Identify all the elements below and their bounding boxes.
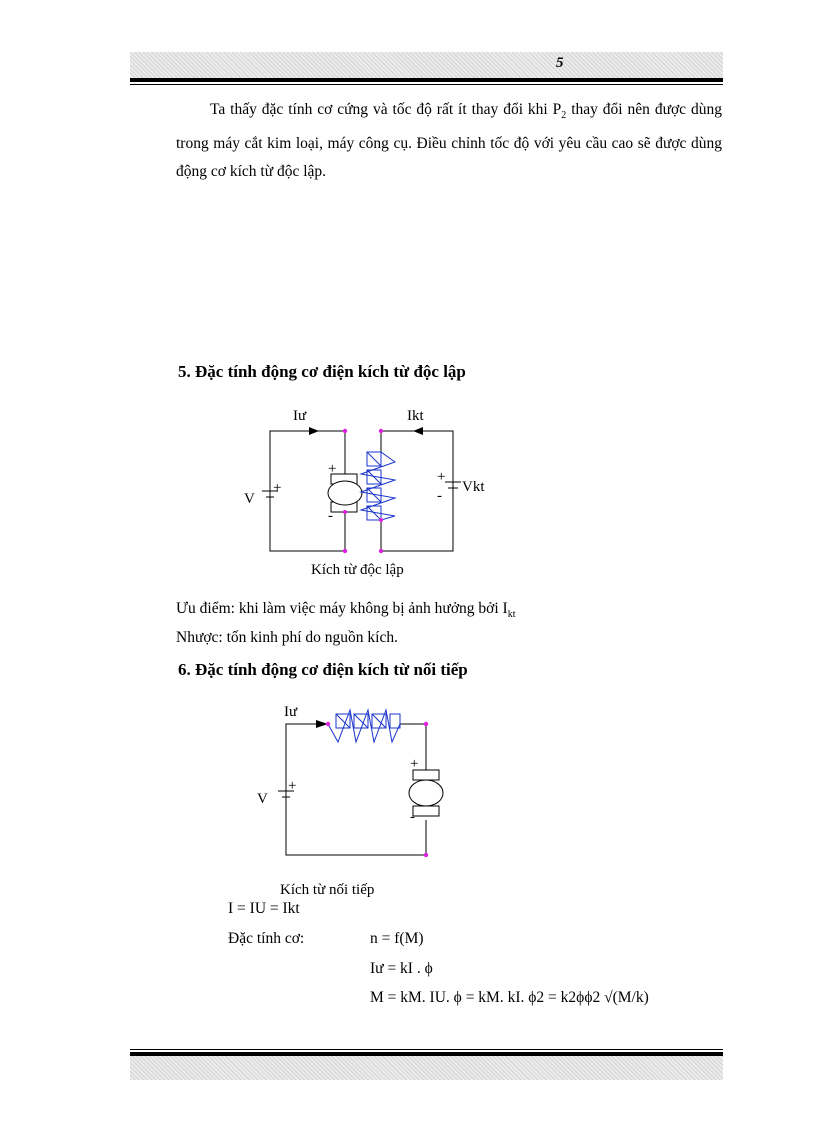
equation-m: M = kM. IU. ϕ = kM. kI. ϕ2 = k2ϕϕ2 √(M/k): [370, 989, 649, 1006]
section-5-heading: 5. Đặc tính động cơ điện kích từ độc lập: [178, 362, 466, 381]
series-excited-circuit-diagram: [250, 700, 450, 900]
label-v: V: [244, 491, 255, 507]
caption-series-excited: Kích từ nối tiếp: [280, 882, 375, 898]
header-band: [130, 52, 723, 78]
plus-left-series: +: [288, 778, 297, 794]
disadvantage-text: Nhược: tốn kinh phí do nguồn kích.: [176, 629, 398, 646]
header-rule: [130, 78, 723, 82]
minus-motor: -: [328, 508, 333, 524]
page-number: 5: [556, 55, 564, 71]
plus-motor: +: [328, 461, 337, 477]
footer-band: [130, 1056, 723, 1080]
equation-current: I = IU = Ikt: [228, 900, 300, 917]
label-v-series: V: [257, 791, 268, 807]
label-vkt: Vkt: [462, 479, 485, 495]
label-iu-series: Iư: [284, 704, 298, 720]
header-rule-thin: [130, 84, 723, 85]
mech-characteristic-label: Đặc tính cơ:: [228, 930, 305, 947]
minus-right: -: [437, 488, 442, 504]
caption-separately-excited: Kích từ độc lập: [311, 562, 404, 578]
footer-rule-thin: [130, 1049, 723, 1050]
plus-motor-series: +: [410, 756, 419, 772]
equation-n-fm: n = f(M): [370, 930, 424, 947]
section-6-heading: 6. Đặc tính động cơ điện kích từ nối tiếp: [178, 660, 468, 679]
label-ikt: Ikt: [407, 408, 424, 424]
intro-paragraph: Ta thấy đặc tính cơ cứng và tốc độ rất ít thay đổi khi $P_2$ thay đổi nên được dùng trong máy cắt kim loại, máy công cụ. Điều chỉnh tốc độ với yêu cầu cao sẽ được dùng động cơ kích từ độc lập.: [176, 101, 722, 181]
minus-motor-series: -: [410, 809, 415, 825]
plus-left: +: [273, 480, 282, 496]
plus-right: +: [437, 469, 446, 485]
equation-iu: Iư = kI . ϕ: [370, 960, 433, 977]
separately-excited-circuit-diagram: [235, 402, 495, 577]
advantage-text: Ưu điểm: khi làm việc máy không bị ảnh hưởng bởi $I_{kt}$: [176, 600, 516, 621]
label-iu: Iư: [293, 408, 307, 424]
